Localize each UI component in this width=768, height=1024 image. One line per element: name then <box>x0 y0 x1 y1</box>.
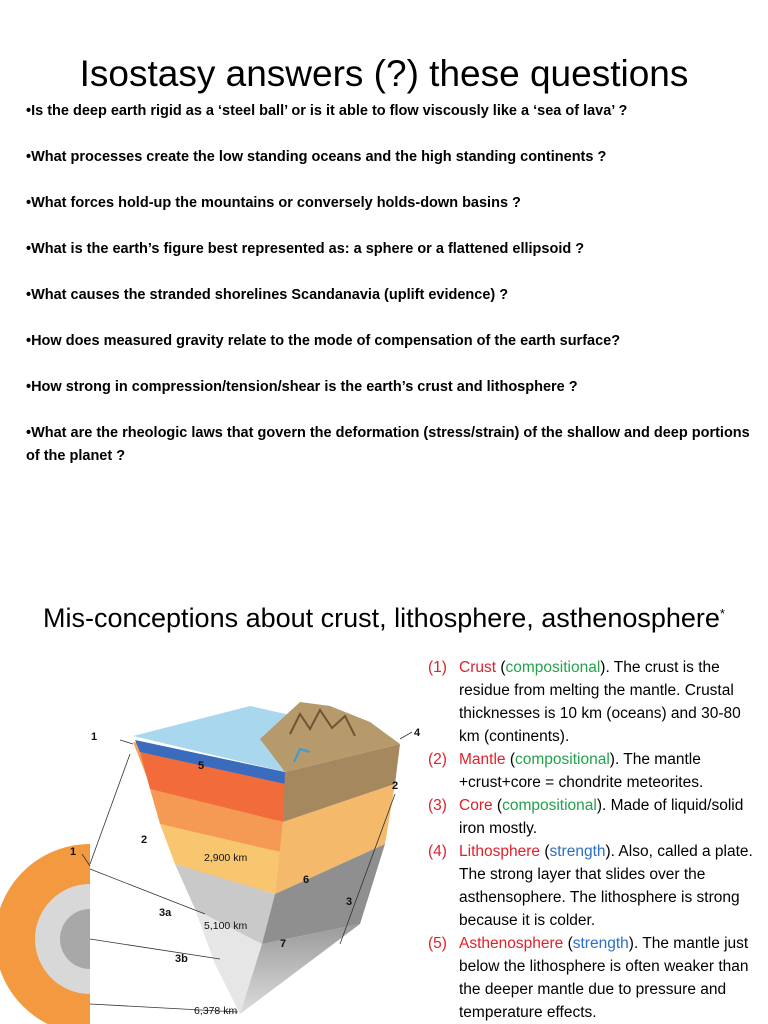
question-list <box>26 100 756 468</box>
term-asthenosphere: Asthenosphere <box>459 935 564 952</box>
note-text: . Also, called a plate. The strong layer that slides over the asthensophere. The lithosphere is strong because it is colder. <box>459 843 753 929</box>
slide-misconceptions <box>0 580 768 1024</box>
diagram-label-1b: 1 <box>70 846 77 858</box>
note-mantle: (2) Mantle (compositional). The mantle +crust+core = chondrite meteorites. <box>428 748 764 794</box>
question-item: •What is the earth’s figure best represented as: a sphere or a flattened ellipsoid ? <box>26 241 585 257</box>
diagram-label-2: 2 <box>141 834 148 846</box>
globe-section <box>0 844 185 1024</box>
question-item: •What causes the stranded shorelines Scandanavia (uplift evidence) ? <box>26 287 509 303</box>
type-compositional: compositional <box>505 659 601 676</box>
type-compositional: compositional <box>502 797 597 814</box>
type-strength: strength <box>549 843 606 860</box>
question-item: •How does measured gravity relate to the mode of compensation of the earth surface? <box>26 333 621 349</box>
slide-title <box>0 600 768 636</box>
note-text: . The mantle just below the lithosphere is often weaker than the deeper mantle due to pressure and temperature effects. <box>459 935 749 1021</box>
note-text: . The crust is the residue from melting the mantle. Crustal thicknesses is 10 km (oceans) and 30-80 km (continents). <box>459 659 741 745</box>
note-crust: (1) Crust (compositional). The crust is the residue from melting the mantle. Crustal thicknesses is 10 km (oceans) and 30-80 km (continents). <box>428 656 764 748</box>
diagram-label-3a: 3a <box>159 907 172 919</box>
note-text: . The mantle +crust+core = chondrite meteorites. <box>459 751 704 791</box>
note-text: . Made of liquid/solid iron mostly. <box>459 797 744 837</box>
slide-title: Isostasy answers (?) these questions <box>79 52 689 94</box>
question-item: •What are the rheologic laws that govern the deformation (stress/strain) of the shallow and deep portions of the planet ? <box>26 425 750 464</box>
question-item: •What forces hold-up the mountains or conversely holds-down basins ? <box>26 195 521 211</box>
diagram-label-3b: 3b <box>175 953 188 965</box>
layer-notes <box>428 656 764 1024</box>
diagram-label-7: 7 <box>280 938 287 950</box>
type-compositional: compositional <box>515 751 610 768</box>
diagram-label-2b: 2 <box>392 780 399 792</box>
note-number: (3) <box>428 797 447 814</box>
question-item: •How strong in compression/tension/shear is the earth’s crust and lithosphere ? <box>26 379 578 395</box>
term-lithosphere: Lithosphere <box>459 843 541 860</box>
term-crust: Crust <box>459 659 497 676</box>
diagram-label-4: 4 <box>414 727 420 739</box>
diagram-label-6: 6 <box>303 874 310 886</box>
depth-label-2900: 2,900 km <box>204 852 248 864</box>
footnote-mark: * <box>719 606 725 621</box>
note-number: (1) <box>428 659 447 676</box>
note-asthenosphere: (5) Asthenosphere (strength). The mantle just below the lithosphere is often weaker than the deeper mantle due to pressure and temperature effects. <box>428 932 764 1024</box>
diagram-label-1: 1 <box>91 731 98 743</box>
slide-title-text: Mis-conceptions about crust, lithosphere, asthenosphere <box>43 603 720 633</box>
question-item: •What processes create the low standing oceans and the high standing continents ? <box>26 149 607 165</box>
diagram-label-3: 3 <box>346 896 353 908</box>
term-mantle: Mantle <box>459 751 506 768</box>
note-number: (4) <box>428 843 447 860</box>
question-item: •Is the deep earth rigid as a ‘steel ball’ or is it able to flow viscously like a ‘sea of lava’ ? <box>26 103 628 119</box>
term-core: Core <box>459 797 493 814</box>
note-lithosphere: (4) Lithosphere (strength). Also, called a plate. The strong layer that slides over the asthensophere. The lithosphere is strong because it is colder. <box>428 840 764 932</box>
diagram-label-5: 5 <box>198 760 205 772</box>
type-strength: strength <box>572 935 629 952</box>
note-number: (2) <box>428 751 447 768</box>
earth-layers-diagram <box>0 644 420 1024</box>
note-number: (5) <box>428 935 447 952</box>
note-core: (3) Core (compositional). Made of liquid/solid iron mostly. <box>428 794 764 840</box>
depth-label-5100: 5,100 km <box>204 920 248 932</box>
depth-label-6378: 6,378 km <box>194 1005 238 1017</box>
